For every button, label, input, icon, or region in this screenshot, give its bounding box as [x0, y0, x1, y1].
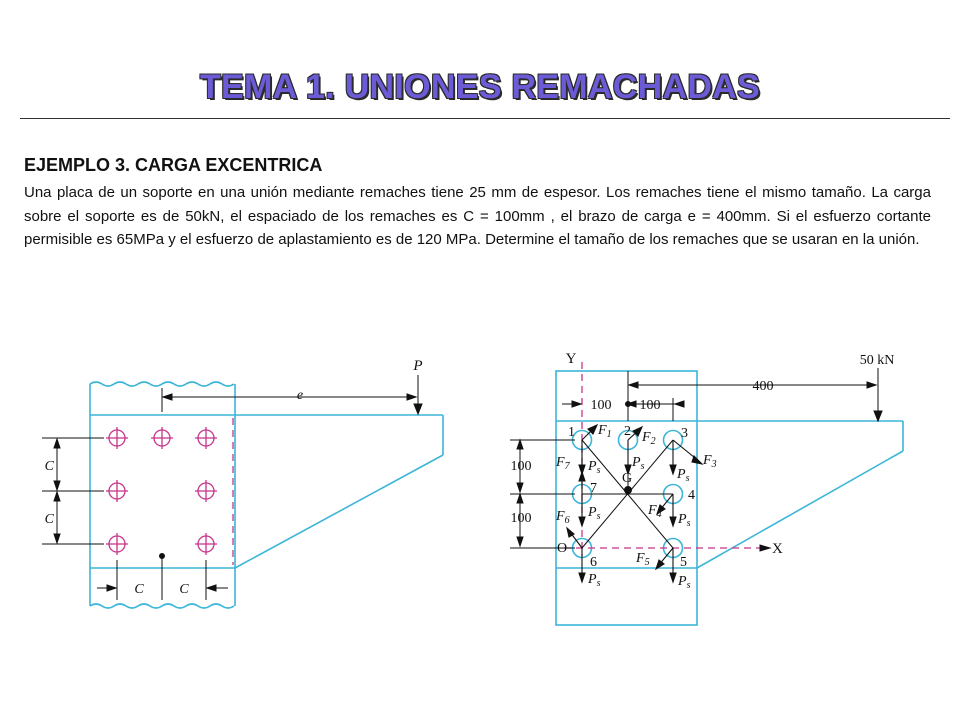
- example-statement: Una placa de un soporte en una unión mediante remaches tiene 25 mm de espesor. Los remaches tiene el mismo tamaño. La carga sobre el soporte es de 50kN, el espaciado de los remaches es C = 100mm , el brazo de carga e = 400mm. Si el esfuerzo cortante permisible es 65MPa y el esfuerzo de aplastamiento es de 120 MPa. Determine el tamaño de los remaches que se usaran en la unión.: [24, 184, 931, 248]
- load-label-p: P: [413, 358, 423, 374]
- origin-label: O: [557, 541, 568, 556]
- shear-ps-7: $P_s$: [588, 505, 601, 522]
- axis-x-label: X: [772, 541, 783, 557]
- rivet-label-3: 3: [681, 426, 688, 441]
- shear-ps-5: $P_s$: [678, 574, 691, 591]
- force-f4: $F_4$: [648, 503, 662, 520]
- rivet-label-6: 6: [590, 555, 597, 570]
- left-dim-c2: C: [44, 512, 54, 527]
- force-f2: $F_2$: [642, 430, 656, 447]
- rivet-label-5: 5: [680, 555, 687, 570]
- shear-ps-3: $P_s$: [677, 467, 690, 484]
- shear-ps-4: $P_s$: [678, 512, 691, 529]
- force-f7: $F_7$: [556, 455, 570, 472]
- centroid-label: G: [622, 471, 633, 486]
- left-dim-c1: C: [44, 459, 54, 474]
- right-load-label: 50 kN: [859, 353, 895, 368]
- page-title: TEMA 1. UNIONES REMACHADAS: [199, 68, 761, 106]
- dim-100-side-upper: 100: [510, 459, 532, 474]
- dim-100-side-lower: 100: [510, 511, 532, 526]
- example-heading: EJEMPLO 3. CARGA EXCENTRICA: [24, 155, 323, 175]
- rivet-label-2: 2: [624, 424, 631, 439]
- shear-ps-6: $P_s$: [588, 572, 601, 589]
- force-f5: $F_5$: [636, 551, 650, 568]
- rivet-label-4: 4: [688, 488, 695, 503]
- force-f6: $F_6$: [556, 509, 570, 526]
- force-f3: $F_3$: [703, 453, 717, 470]
- arm-label-e: e: [296, 388, 304, 403]
- dim-400: 400: [752, 379, 774, 394]
- bottom-dim-c1: C: [134, 582, 144, 597]
- force-f1: $F_1$: [598, 423, 612, 440]
- dim-100-top-left: 100: [590, 398, 612, 413]
- shear-ps-1: $P_s$: [588, 459, 601, 476]
- rivet-label-7: 7: [590, 481, 597, 496]
- dim-100-top-right: 100: [639, 398, 661, 413]
- bottom-dim-c2: C: [179, 582, 189, 597]
- rivet-label-1: 1: [568, 425, 575, 440]
- shear-ps-2: $P_s$: [632, 455, 645, 472]
- axis-y-label: Y: [565, 351, 577, 367]
